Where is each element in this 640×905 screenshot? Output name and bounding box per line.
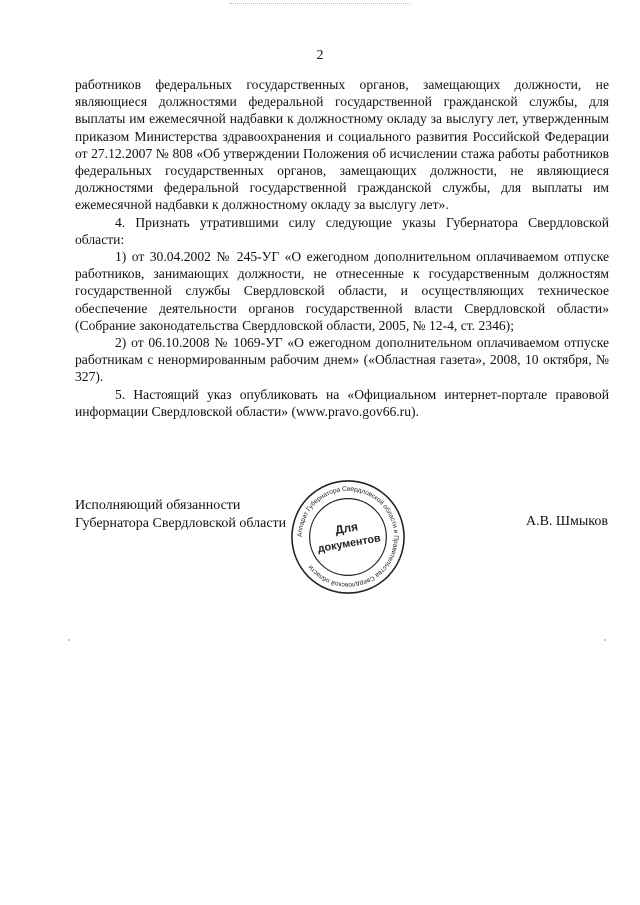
document-body bbox=[75, 76, 609, 420]
stamp-ring-text: Аппарат Губернатора Свердловской области и Правительства Свердловской области bbox=[296, 485, 400, 589]
paragraph-subitem-2: 2) от 06.10.2008 № 1069-УГ «О ежегодном дополнительном оплачиваемом отпуске работникам с ненормированным рабочим днем» («Областная газета», 2008, 10 октября, № 327). bbox=[75, 335, 609, 385]
scan-speck bbox=[604, 639, 606, 641]
paragraph-continuation: работников федеральных государственных органов, замещающих должности, не являющиеся должностями федеральной государственной гражданской службы, для выплаты им ежемесячной надбавки к должностному окладу за выслугу лет, утвержденным приказом Министерства здравоохранения и социального развития Российской Федерации от 27.12.2007 № 808 «Об утверждении Положения об исчислении стажа работы работников федеральных государственных органов, замещающих должности, не являющиеся должностями федеральной государственной гражданской службы, для выплаты им ежемесячной надбавки к должностному окладу за выслугу лет». bbox=[75, 77, 609, 213]
signature-title-line1: Исполняющий обязанности bbox=[75, 498, 241, 513]
paragraph-item-5: 5. Настоящий указ опубликовать на «Официальном интернет-портале правовой информации Свердловской области» (www.pravo.gov66.ru). bbox=[75, 386, 609, 419]
stamp-center-line2: документов bbox=[316, 532, 382, 556]
official-stamp bbox=[289, 478, 407, 596]
signer-name: А.В. Шмыков bbox=[525, 514, 608, 529]
signature-title-line2: Губернатора Свердловской области bbox=[75, 515, 287, 531]
paragraph-subitem-1: 1) от 30.04.2002 № 245-УГ «О ежегодном дополнительном оплачиваемом отпуске работников, занимающих должности, не отнесенные к государственным должностям государственной службы Свердловской области, и осуществляющих техническое обеспечение деятельности органов государственной власти Свердловской области» (Собрание законодательства Свердловской области, 2005, № 12-4, ст. 2346); bbox=[75, 249, 609, 333]
scan-artifact bbox=[230, 3, 410, 7]
signature-title bbox=[75, 497, 286, 532]
page-number: 2 bbox=[316, 48, 324, 63]
paragraph-item-4: 4. Признать утратившими силу следующие указы Губернатора Свердловской области: bbox=[75, 214, 609, 247]
stamp-center-line1: Для bbox=[334, 519, 359, 538]
scan-speck bbox=[68, 639, 70, 641]
